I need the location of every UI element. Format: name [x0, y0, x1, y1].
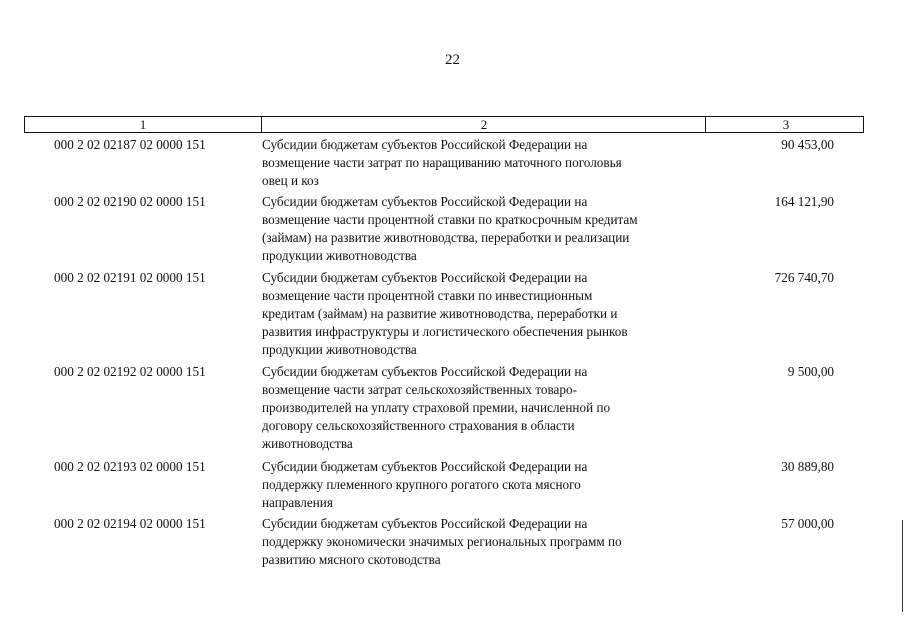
desc-line: Субсидии бюджетам субъектов Российской Федерации на	[262, 194, 588, 209]
row-description	[262, 363, 682, 453]
header-col-3: 3	[705, 117, 866, 132]
amount: 30 889,80	[781, 459, 834, 474]
row-description	[262, 458, 682, 512]
desc-line: продукции животноводства	[262, 342, 417, 357]
budget-code: 000 2 02 02192 02 0000 151	[54, 364, 206, 379]
table-row	[24, 458, 864, 515]
amount: 57 000,00	[781, 516, 834, 531]
desc-line: производителей на уплату страховой премии, начисленной по	[262, 400, 611, 415]
row-description	[262, 515, 682, 569]
desc-line: направления	[262, 495, 333, 510]
table-row	[24, 269, 864, 363]
desc-line: возмещение части процентной ставки по инвестиционным	[262, 288, 593, 303]
budget-code: 000 2 02 02190 02 0000 151	[54, 194, 206, 209]
desc-line: Субсидии бюджетам субъектов Российской Федерации на	[262, 364, 588, 379]
table-header	[24, 116, 864, 133]
amount: 90 453,00	[781, 137, 834, 152]
desc-line: возмещение части затрат по наращиванию маточного поголовья	[262, 155, 622, 170]
desc-line: животноводства	[262, 436, 353, 451]
header-col-2: 2	[261, 117, 706, 132]
budget-code: 000 2 02 02194 02 0000 151	[54, 516, 206, 531]
desc-line: договору сельскохозяйственного страхования в области	[262, 418, 575, 433]
desc-line: возмещение части процентной ставки по краткосрочным кредитам	[262, 212, 638, 227]
desc-line: Субсидии бюджетам субъектов Российской Федерации на	[262, 459, 588, 474]
row-description	[262, 193, 682, 265]
table-row	[24, 136, 864, 193]
desc-line: кредитам (займам) на развитие животноводства, переработки и	[262, 306, 618, 321]
desc-line: продукции животноводства	[262, 248, 417, 263]
desc-line: возмещение части затрат сельскохозяйственных товаро-	[262, 382, 577, 397]
desc-line: развития инфраструктуры и логистического обеспечения рынков	[262, 324, 628, 339]
table-row	[24, 193, 864, 269]
row-description	[262, 136, 682, 190]
scan-margin-line	[902, 520, 903, 612]
header-col-1: 1	[139, 117, 147, 132]
table-row	[24, 515, 864, 575]
desc-line: Субсидии бюджетам субъектов Российской Федерации на	[262, 137, 588, 152]
row-description	[262, 269, 682, 359]
desc-line: овец и коз	[262, 173, 319, 188]
amount: 726 740,70	[774, 270, 834, 285]
budget-code: 000 2 02 02193 02 0000 151	[54, 459, 206, 474]
desc-line: (займам) на развитие животноводства, переработки и реализации	[262, 230, 630, 245]
page-number: 22	[445, 52, 460, 68]
desc-line: Субсидии бюджетам субъектов Российской Федерации на	[262, 516, 588, 531]
budget-code: 000 2 02 02191 02 0000 151	[54, 270, 206, 285]
amount: 164 121,90	[774, 194, 834, 209]
desc-line: поддержку племенного крупного рогатого скота мясного	[262, 477, 581, 492]
amount: 9 500,00	[787, 364, 834, 379]
table-row	[24, 363, 864, 458]
desc-line: развитию мясного скотоводства	[262, 552, 441, 567]
budget-code: 000 2 02 02187 02 0000 151	[54, 137, 206, 152]
desc-line: поддержку экономически значимых региональных программ по	[262, 534, 622, 549]
desc-line: Субсидии бюджетам субъектов Российской Федерации на	[262, 270, 588, 285]
table-body	[24, 136, 864, 575]
